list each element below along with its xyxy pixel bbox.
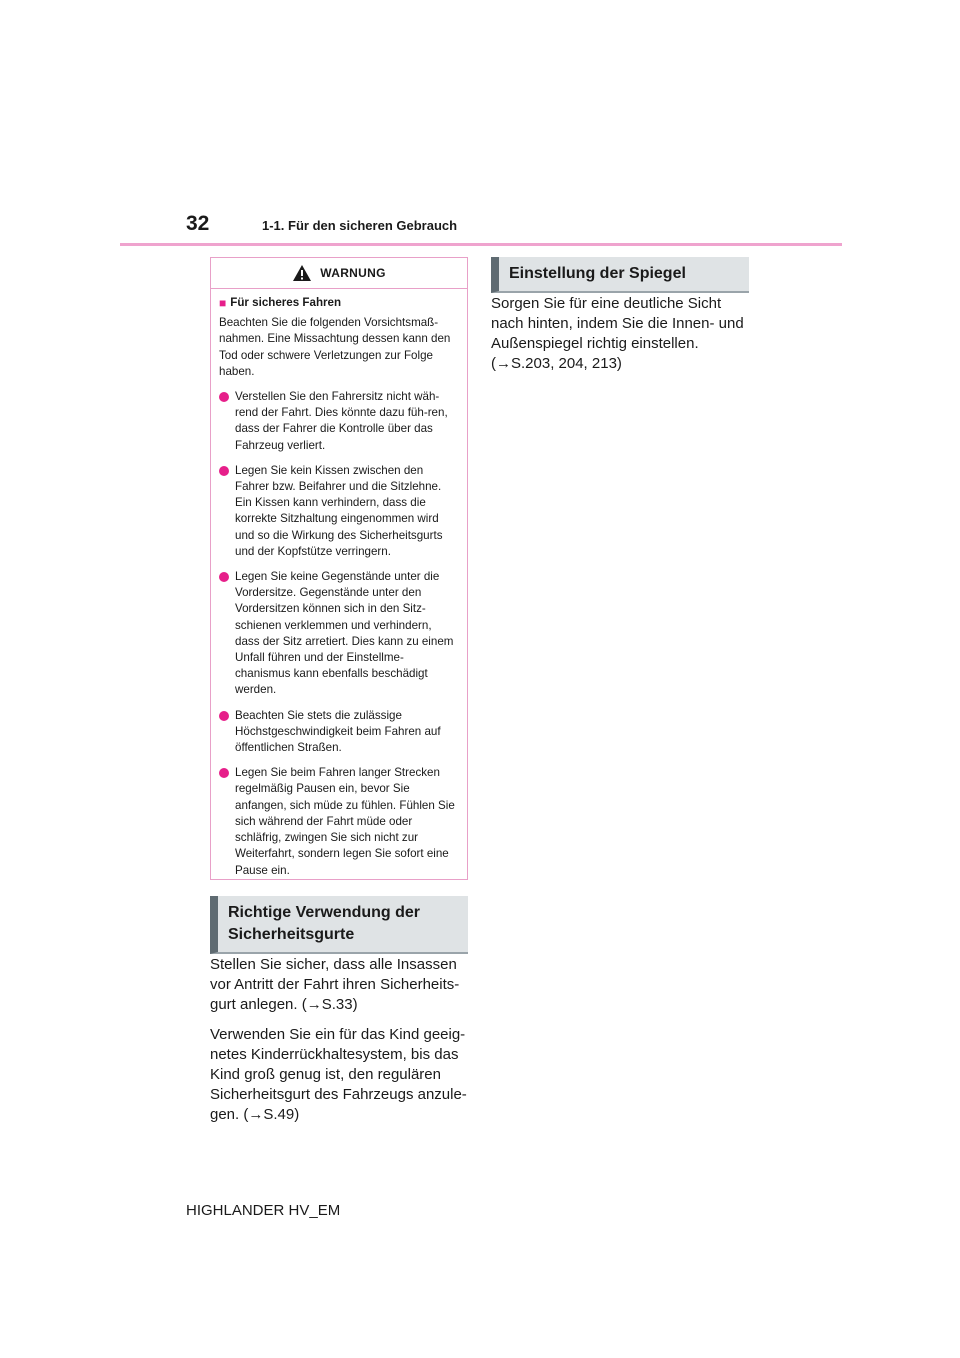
bullet-dot-icon: [219, 466, 229, 476]
warning-item: [219, 569, 459, 699]
warning-triangle-icon: [292, 264, 312, 282]
section-title: 1-1. Für den sicheren Gebrauch: [262, 218, 458, 233]
bullet-dot-icon: [219, 572, 229, 582]
mirror-section-heading: Einstellung der Spiegel: [491, 257, 749, 293]
warning-item-text: Beachten Sie stets die zulässige Höchstgeschwindigkeit beim Fahren auf öffentlichen Straßen.: [235, 708, 441, 755]
warning-title: WARNUNG: [320, 266, 386, 280]
seatbelt-paragraph: Stellen Sie sicher, dass alle Insassen vor Antritt der Fahrt ihren Sicherheits-gurt anlegen. (→S.33): [210, 956, 460, 1013]
warning-item: [219, 463, 459, 560]
footer-model: HIGHLANDER HV_EM: [186, 1202, 341, 1219]
seatbelt-paragraph: Verwenden Sie ein für das Kind geeig-netes Kinderrückhaltesystem, bis das Kind groß genug ist, den regulären Sicherheitsgurt des Fahrzeugs anzule-gen. (→S.49): [210, 1026, 467, 1123]
warning-item-text: Verstellen Sie den Fahrersitz nicht wäh-rend der Fahrt. Dies könnte dazu füh-ren, dass der Fahrer die Kontrolle über das Fahrzeug verliert.: [235, 390, 448, 452]
warning-subheading-text: Für sicheres Fahren: [230, 296, 342, 309]
warning-item-text: Legen Sie kein Kissen zwischen den Fahrer bzw. Beifahrer und die Sitzlehne. Ein Kissen kann verhindern, dass die korrekte Sitzhaltung eingenommen wird und so die Wirkung des Sicherheitsgurts und der Kopfstütze verringern.: [235, 463, 443, 558]
warning-item-text: Legen Sie beim Fahren langer Strecken regelmäßig Pausen ein, bevor Sie anfangen, sich müde zu fühlen. Fühlen Sie sich während der Fahrt müde oder schläfrig, zwingen Sie sich nicht zur Weiterfahrt, sondern legen Sie sofort eine Pause ein.: [235, 766, 455, 877]
warning-intro: Beachten Sie die folgenden Vorsichtsmaß-nahmen. Eine Missachtung dessen kann den Tod oder schwere Verletzungen zur Folge haben.: [219, 316, 451, 378]
bullet-dot-icon: [219, 768, 229, 778]
seatbelt-body: [210, 955, 468, 1135]
warning-subheading: [219, 295, 459, 311]
seatbelt-section-heading: Richtige Verwendung der Sicherheitsgurte: [210, 896, 468, 954]
square-bullet-icon: ■: [219, 296, 227, 310]
warning-item: [219, 708, 459, 757]
warning-body: [211, 289, 467, 879]
warning-item: [219, 765, 459, 878]
mirror-paragraph: Sorgen Sie für eine deutliche Sicht nach hinten, indem Sie die Innen- und Außenspiegel richtig einstellen. (→S.203, 204, 213): [491, 295, 744, 372]
bullet-dot-icon: [219, 392, 229, 402]
warning-item-text: Legen Sie keine Gegenstände unter die Vordersitze. Gegenstände unter den Vordersitzen können sich in den Sitz-schienen verklemmen und verhindern, dass der Sitz arretiert. Dies kann zu einem Unfall führen und der Einstellme-chanismus kann ebenfalls beschädigt werden.: [235, 570, 454, 697]
header-rule: [120, 243, 842, 246]
warning-header: [211, 258, 467, 289]
warning-item: [219, 389, 459, 454]
page-number: 32: [186, 212, 210, 235]
mirror-body: [491, 294, 749, 384]
warning-box: [210, 257, 468, 880]
bullet-dot-icon: [219, 711, 229, 721]
